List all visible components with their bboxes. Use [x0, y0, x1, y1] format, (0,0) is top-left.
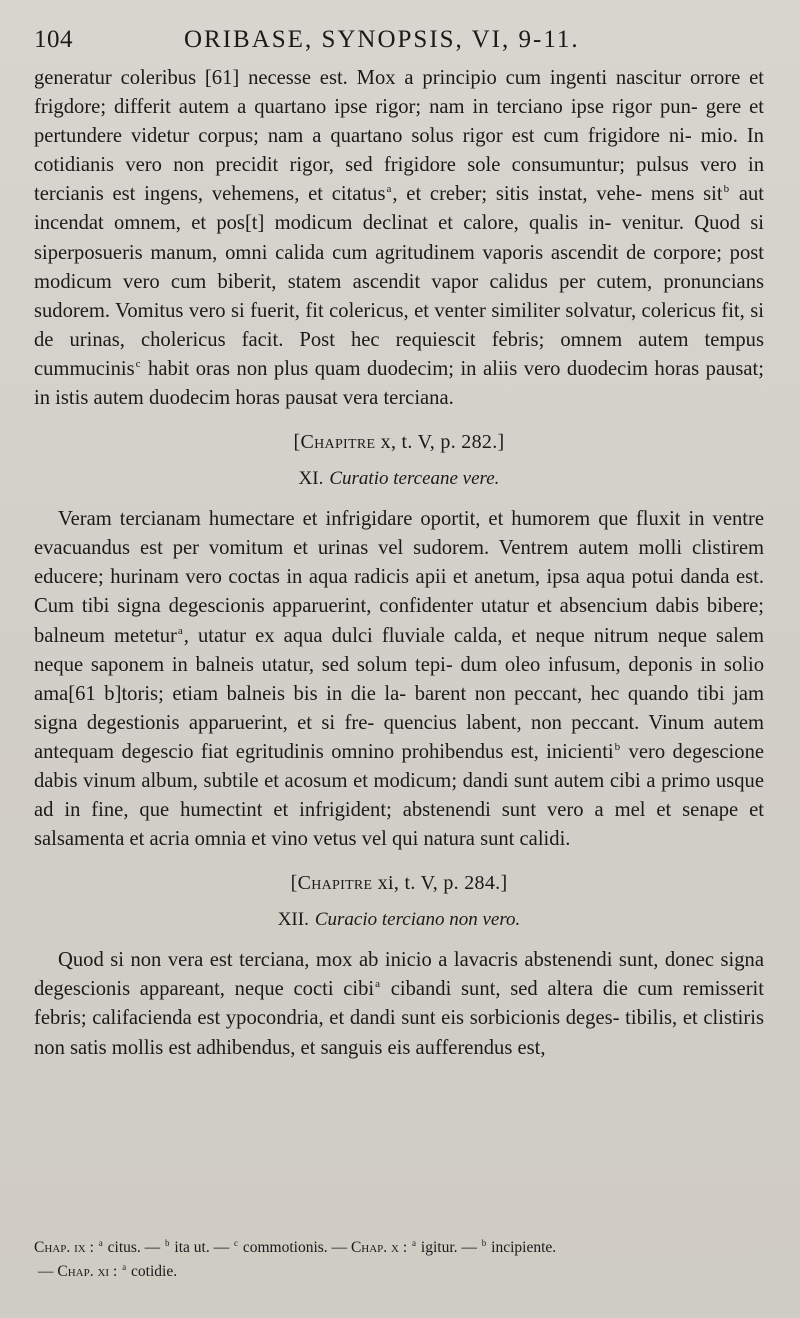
text-line: in aliis vero duodecim horas pausat; in istis autem duodecim horas pausat vera [34, 357, 764, 410]
text-line: et frigdore; differit autem a quartano ipse rigor; nam in terciano ipse rigor pun- [34, 67, 764, 119]
text-line: clistirem educere; hurinam vero coctas in aqua radicis apii et anetum, ipsa aqua [34, 537, 764, 589]
text-line: vero in tercianis est ingens, vehemens, et citatus [34, 154, 764, 206]
text-line: similiter solvatur, colericus fit, si de urinas, cholericus facit. Post hec requiescit [34, 299, 765, 351]
text-line: omnino prohibendus est, inicienti [331, 740, 614, 763]
text-line: et acosum et modicum; dandi sunt autem cibi a primo usque ad in fine, que [34, 769, 764, 822]
text-line: aut incendat omnem, et pos[t] modicum declinat et calore, qualis in- [34, 183, 765, 235]
section-name: Curatio terceane vere. [329, 468, 500, 490]
text-line: ascendit de corpore; post modicum vero cum biberit, statem ascendit vapor calidus [34, 241, 764, 293]
text-line: mens sit [650, 183, 723, 206]
section-number: XI. [298, 468, 324, 490]
text-line: humectint et infrigident; abstenendi sunt vero a mel et senape et salsamenta et [34, 799, 764, 851]
footnote-marker: b [614, 740, 621, 753]
text-line: venitur. Quod si siperposueris manum, omni calida cum agritudinem vaporis [34, 212, 765, 264]
text-line: generatur coleribus [61] necesse est. Mox a principio cum ingenti nascitur orrore [34, 67, 741, 89]
paragraph [34, 946, 764, 1062]
text-line: Veram tercianam humectare et infrigidare oportit, et humorem que fluxit in [58, 508, 705, 531]
text-line: habit oras non plus quam duodecim; [141, 357, 454, 380]
text-line: signa degescionis appareant, neque cocti cibi [34, 949, 764, 1001]
text-line: absencium dabis bibere; balneum metetur [34, 595, 764, 647]
chapter-reference: [Chapitre x, t. V, p. 282.] [293, 431, 505, 454]
text-line: cibandi sunt, sed altera die cum [381, 978, 674, 1001]
footnote-marker: a [386, 183, 392, 196]
text-line: , et creber; sitis instat, vehe- [392, 183, 643, 206]
text-line: acria omnia et vino vetus vel qui natura sunt calidi. [149, 828, 571, 851]
running-head [34, 26, 764, 54]
footnote-marker: b [723, 183, 730, 196]
text-line: terciana. [383, 387, 454, 410]
footnote-line: — Chap. xi : $^a$ cotidie. [38, 1262, 178, 1280]
text-line: gere et pertundere videtur corpus; nam a quartano solus rigor est cum frigidore ni- [34, 96, 764, 148]
text-line: febris; omnem autem tempus cummucinis [34, 328, 764, 380]
text-line: per cutem, pronuncians sudorem. Vomitus vero si fuerit, fit colericus, et venter [34, 270, 765, 322]
footnotes [34, 1236, 764, 1284]
footnote-marker: a [177, 624, 183, 637]
text-line: potui danda est. Cum tibi signa degescionis apparuerint, confidenter utatur et [34, 566, 765, 618]
chapter-reference: [Chapitre xi, t. V, p. 284.] [290, 872, 508, 895]
text-line: dum oleo infusum, deponis in solio ama[61 b]toris; etiam balneis bis in die la- [34, 653, 764, 705]
footnote-line: Chap. ix : $^a$ citus. — $^b$ ita ut. — $^c$ commotionis. — Chap. x : $^a$ igitur. — $^b$ incipiente. [34, 1238, 557, 1256]
chapitre-label: Chapitre [300, 431, 376, 454]
text-line: mio. In cotidianis vero non precidit rigor, sed frigidore sole consumuntur; pulsus [34, 125, 764, 177]
text-line: tibilis, et clistiris non satis mollis est adhibendus, et sanguis eis aufferendus est, [34, 1007, 764, 1059]
section-heading [34, 909, 764, 931]
text-line: Quod si non vera est terciana, mox ab inicio a lavacris abstenendi sunt, donec [58, 949, 715, 972]
paragraph-continuation [34, 64, 764, 413]
chapitre-label: Chapitre [297, 872, 373, 895]
text-line: et neque nitrum neque salem neque saponem in balneis utatur, sed solum tepi- [34, 624, 764, 676]
footnote-marker: a [375, 978, 381, 991]
text-line: remisserit febris; califacienda est ypocondria, et dandi sunt eis sorbicionis deges- [34, 978, 764, 1030]
text-line: quencius labent, non peccant. Vinum autem antequam degescio fiat egritudinis [34, 711, 764, 763]
section-number: XII. [277, 909, 309, 931]
running-title: ORIBASE, SYNOPSIS, VI, 9-11. [184, 26, 580, 53]
paragraph [34, 505, 764, 854]
text-line: barent non peccant, hec quando tibi jam signa degestionis apparuerint, et si fre- [34, 682, 764, 734]
footnote-marker: c [135, 357, 141, 370]
text-line: vero degescione dabis vinum album, subtile [34, 740, 765, 792]
section-name: Curacio terciano non vero. [314, 909, 521, 931]
section-heading [34, 468, 764, 490]
page-number: 104 [34, 26, 73, 53]
text-line: , utatur ex aqua dulci fluviale calda, [183, 624, 503, 647]
text-line: ventre evacuandus est per vomitum et urinas vel sudorem. Ventrem autem molli [34, 508, 765, 560]
